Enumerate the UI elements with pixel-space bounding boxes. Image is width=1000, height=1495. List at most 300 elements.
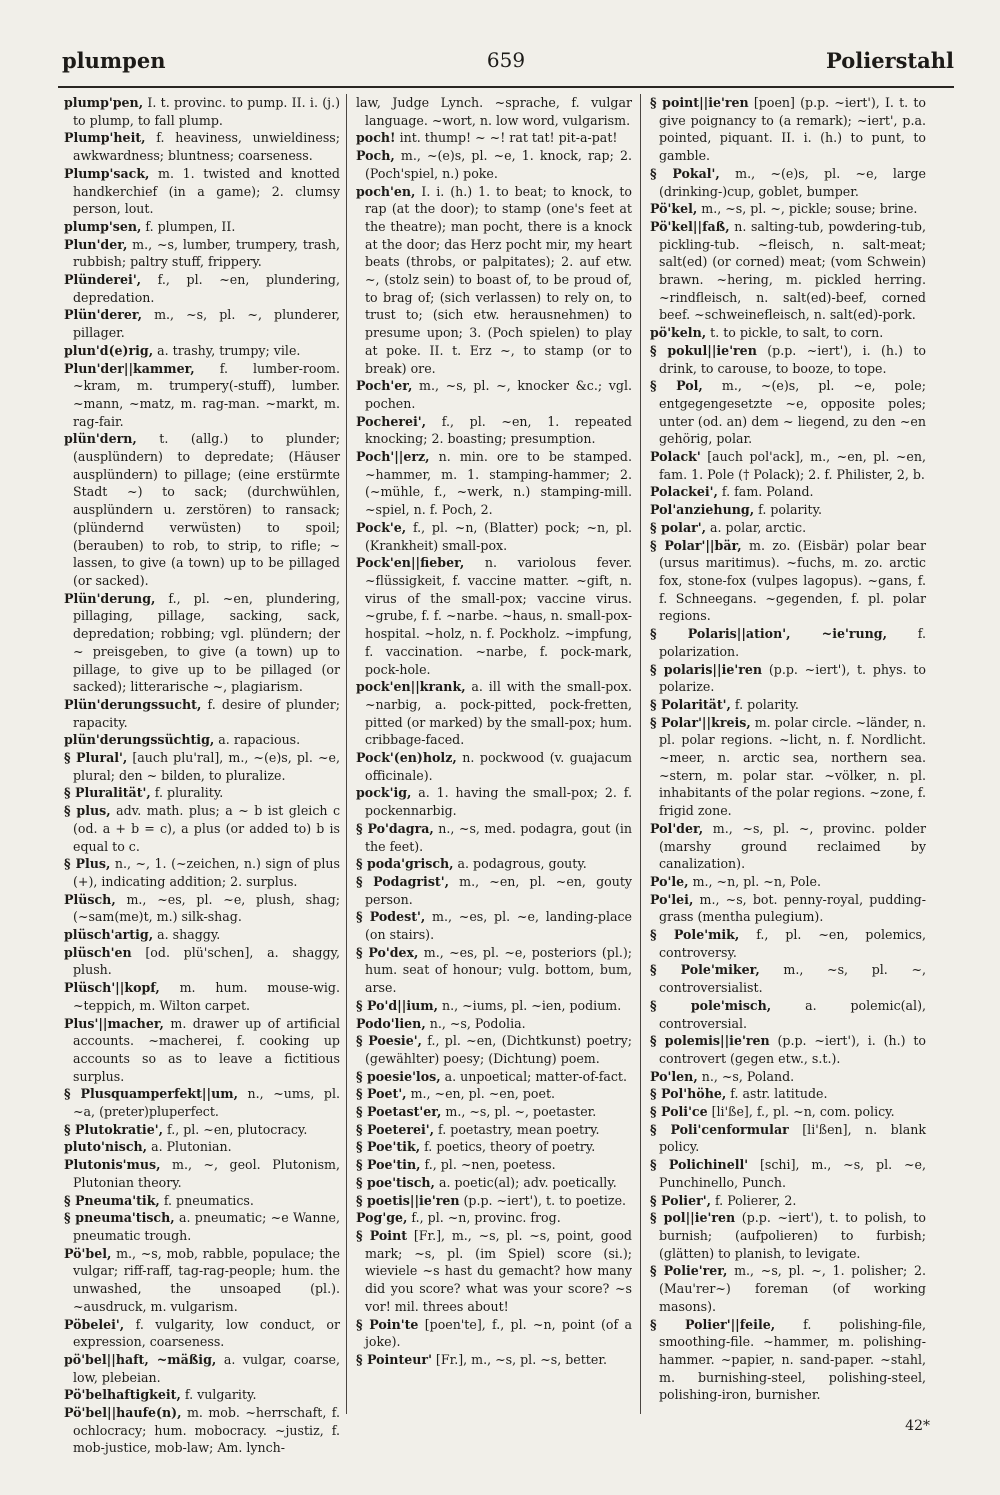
- entry-headword: § plus,: [64, 803, 111, 819]
- entry-definition: [li'ßen], n. blank policy.: [659, 1121, 926, 1155]
- entry-headword: § Po'd||ium,: [356, 997, 438, 1013]
- entry-headword: § Plutokratie',: [64, 1121, 163, 1137]
- entry-definition: m., ~en, pl. ~en, poet.: [406, 1086, 556, 1102]
- entry-headword: Plün'derer,: [64, 307, 142, 323]
- dictionary-entry: [650, 94, 926, 165]
- entry-definition: f. polarity.: [730, 696, 799, 712]
- dictionary-entry: [64, 1316, 340, 1351]
- entry-headword: Polackei',: [650, 484, 718, 500]
- dictionary-entry: [650, 696, 926, 714]
- entry-definition: m. 1. twisted and knotted handkerchief (in a game); 2. clumsy person, lout.: [73, 165, 340, 217]
- dictionary-entry: [64, 306, 340, 341]
- entry-headword: § Poesie',: [356, 1033, 422, 1049]
- entry-definition: int. thump! ~ ~! rat tat! pit-a-pat!: [395, 130, 618, 146]
- dictionary-entry: [650, 1316, 926, 1405]
- dictionary-entry: [650, 165, 926, 200]
- entry-definition: [li'ße], f., pl. ~n, com. policy.: [707, 1104, 895, 1120]
- dictionary-entry: [650, 1209, 926, 1262]
- entry-headword: pö'bel||haft, ~mäßig,: [64, 1351, 217, 1367]
- dictionary-entry: [356, 1103, 632, 1121]
- entry-headword: § Pointeur': [356, 1351, 432, 1367]
- entry-headword: § poda'grisch,: [356, 856, 454, 872]
- dictionary-entry: [64, 784, 340, 802]
- entry-definition: a. rapacious.: [214, 732, 301, 748]
- entry-definition: f., pl. ~n, (Blatter) pock; ~n, pl. (Krankheit) small-pox.: [365, 519, 632, 553]
- dictionary-entry: [356, 1015, 632, 1033]
- entry-definition: (p.p. ~iert'), t. to poetize.: [459, 1192, 627, 1208]
- dictionary-entry: [650, 501, 926, 519]
- dictionary-entry: [356, 448, 632, 519]
- dictionary-entry: [356, 554, 632, 678]
- dictionary-entry: [356, 1085, 632, 1103]
- entry-headword: § pol||ie'ren: [650, 1210, 736, 1226]
- entry-definition: a. podagrous, gouty.: [453, 856, 587, 872]
- dictionary-entry: [650, 820, 926, 873]
- entry-headword: Poch'er,: [356, 378, 413, 394]
- entry-definition: m. drawer up of artificial accounts. ~macherei, f. cooking up accounts so as to leave a fictitious surplus.: [73, 1015, 340, 1084]
- column-divider: [346, 94, 347, 1414]
- dictionary-entry: [650, 1085, 926, 1103]
- entry-headword: § Pol,: [650, 378, 703, 394]
- entry-headword: § Poeterei',: [356, 1121, 435, 1137]
- entry-headword: § Pole'mik,: [650, 927, 740, 943]
- entry-definition: I. t. provinc. to pump. II. i. (j.) to plump, to fall plump.: [73, 95, 340, 128]
- dictionary-entry: [64, 218, 340, 236]
- entry-headword: plün'dern,: [64, 431, 137, 447]
- dictionary-entry: [650, 961, 926, 996]
- entry-headword: § Plusquamperfekt||um,: [64, 1086, 238, 1102]
- dictionary-entry: [650, 1103, 926, 1121]
- entry-definition: n. pockwood (v. guajacum officinale).: [365, 750, 632, 783]
- entry-headword: Poch,: [356, 148, 395, 164]
- dictionary-entry: [356, 1174, 632, 1192]
- dictionary-entry: [650, 1192, 926, 1210]
- entry-headword: Plünderei',: [64, 272, 142, 288]
- entry-definition: m., ~, geol. Plutonism, Plutonian theory.: [73, 1157, 340, 1190]
- entry-headword: § Poetast'er,: [356, 1104, 442, 1120]
- entry-definition: m. hum. mouse-wig. ~teppich, m. Wilton carpet.: [73, 980, 340, 1013]
- entry-headword: § polar',: [650, 519, 706, 535]
- dictionary-entry: [356, 1227, 632, 1316]
- column-1: [64, 94, 341, 1456]
- dictionary-entry: [64, 979, 340, 1014]
- entry-headword: § poesie'los,: [356, 1068, 441, 1084]
- entry-headword: Pöbelei',: [64, 1316, 125, 1332]
- entry-headword: pö'keln,: [650, 325, 707, 341]
- right-running-headword: Polierstahl: [826, 48, 954, 73]
- dictionary-entry: [650, 661, 926, 696]
- entry-definition: a. 1. having the small-pox; 2. f. pockennarbig.: [365, 785, 632, 819]
- entry-headword: § Polar'||kreis,: [650, 714, 751, 730]
- entry-definition: m., ~es, pl. ~e, landing-place (on stairs).: [365, 909, 633, 943]
- entry-definition: I. i. (h.) 1. to beat; to knock, to rap (at the door); to stamp (one's feet at the theatre); man pocht, there is a knock at the door; das Herz pocht mir, my heart beats (throbs, or palpitates); 2. auf etw. ~, (stolz sein) to boast of, to be proud of, to brag of; (sich verlassen) to rely on, to trust to; (sich etw. herausnehmen) to presume upon; 3. (Poch spielen) to play at poke. II. t. Erz ~, to stamp (or to break) ore.: [365, 183, 632, 376]
- entry-headword: Pock'e,: [356, 519, 407, 535]
- entry-headword: § Pol'höhe,: [650, 1086, 727, 1102]
- entry-headword: pluto'nisch,: [64, 1139, 148, 1155]
- entry-headword: § Polarität',: [650, 696, 731, 712]
- entry-headword: § polemis||ie'ren: [650, 1033, 770, 1049]
- entry-definition: m., ~s, pl. ~, knocker &c.; vgl. pochen.: [365, 378, 632, 411]
- entry-headword: § Pluralität',: [64, 785, 151, 801]
- entry-definition: n. salting-tub, powdering-tub, pickling-tub. ~fleisch, n. salt-meat; salt(ed) (or corned) meat; (vom Schwein) brawn. ~hering, m. pickled herring. ~rindfleisch, n. salt(ed)-beef, corned beef. ~schweinefleisch, n. salt(ed)-pork.: [659, 218, 926, 323]
- dictionary-entry: [64, 1209, 340, 1244]
- dictionary-entry: [64, 802, 340, 855]
- dictionary-entry: [64, 1192, 340, 1210]
- entry-definition: m. mob. ~herrschaft, f. ochlocracy; hum. mobocracy. ~justiz, f. mob-justice, mob-law; Am. lynch-: [73, 1405, 340, 1456]
- entry-definition: f. desire of plunder; rapacity.: [73, 696, 340, 730]
- entry-headword: Pog'ge,: [356, 1210, 408, 1226]
- entry-definition: n., ~s, med. podagra, gout (in the feet).: [365, 820, 632, 854]
- entry-definition: f., pl. ~en, polemics, controversy.: [659, 927, 927, 960]
- dictionary-entry: [64, 944, 340, 979]
- entry-definition: a. poetic(al); adv. poetically.: [434, 1174, 617, 1190]
- entry-headword: plump'pen,: [64, 95, 144, 110]
- entry-definition: [poen'te], f., pl. ~n, point (of a joke).: [365, 1316, 632, 1350]
- entry-headword: § Polar'||bär,: [650, 537, 742, 553]
- entry-headword: Po'le,: [650, 873, 689, 889]
- entry-definition: a. polar, arctic.: [706, 519, 807, 535]
- entry-definition: adv. math. plus; a ~ b ist gleich c (od. a + b = c), a plus (or added to) b is equal to c.: [73, 803, 340, 854]
- entry-definition: (p.p. ~iert'), i. (h.) to controvert (gegen etw., s.t.).: [659, 1033, 926, 1066]
- entry-headword: § Polier',: [650, 1192, 711, 1208]
- dictionary-entry: [650, 891, 926, 926]
- entry-definition: f. plurality.: [150, 785, 224, 801]
- dictionary-entry: [64, 271, 340, 306]
- entry-headword: Pol'der,: [650, 820, 704, 836]
- column-3: [650, 94, 926, 1412]
- entry-definition: [od. plü'schen], a. shaggy, plush.: [73, 944, 340, 978]
- page-header: [58, 48, 954, 88]
- entry-headword: § Poe'tik,: [356, 1139, 421, 1155]
- entry-definition: (p.p. ~iert'), t. phys. to polarize.: [659, 661, 927, 695]
- dictionary-entry: [356, 997, 632, 1015]
- entry-definition: f. Polierer, 2.: [710, 1192, 797, 1208]
- entry-headword: § polaris||ie'ren: [650, 661, 763, 677]
- entry-headword: Po'len,: [650, 1068, 698, 1084]
- entry-definition: m., ~s, bot. penny-royal, pudding-grass (mentha pulegium).: [659, 891, 926, 925]
- entry-headword: plüsch'artig,: [64, 927, 154, 943]
- entry-definition: f. pneumatics.: [159, 1192, 254, 1208]
- dictionary-entry: [650, 1156, 926, 1191]
- dictionary-entry: [650, 218, 926, 324]
- entry-headword: § Pole'miker,: [650, 962, 760, 978]
- entry-definition: (p.p. ~iert'), i. (h.) to drink, to carouse, to booze, to tope.: [659, 342, 926, 376]
- dictionary-entry: [64, 749, 340, 784]
- dictionary-entry: [356, 1121, 632, 1139]
- dictionary-entry: [650, 342, 926, 377]
- dictionary-entry: [356, 873, 632, 908]
- entry-headword: § Po'dex,: [356, 944, 419, 960]
- entry-definition: (p.p. ~iert'), t. to polish, to burnish; (aufpolieren) to furbish; (glätten) to planish, to levigate.: [659, 1210, 926, 1261]
- dictionary-entry: [650, 1032, 926, 1067]
- entry-headword: plump'sen,: [64, 218, 142, 234]
- entry-definition: f., pl. ~n, provinc. frog.: [407, 1210, 561, 1226]
- dictionary-entry: [356, 183, 632, 378]
- entry-definition: a. pneumatic; ~e Wanne, pneumatic trough.: [73, 1210, 341, 1243]
- dictionary-entry: [356, 129, 632, 147]
- dictionary-entry: [650, 625, 926, 660]
- dictionary-entry: [650, 200, 926, 218]
- entry-headword: Pö'bel,: [64, 1245, 112, 1261]
- dictionary-entry: [356, 413, 632, 448]
- entry-headword: plün'derungssüchtig,: [64, 732, 215, 748]
- entry-headword: Plüsch,: [64, 891, 116, 907]
- entry-definition: f., pl. ~en, plundering, pillaging, pillage, sacking, sack, depredation; robbing; vgl. plündern; der ~ preisgeben, to give (a town) up to pillage, to give up to be pillaged (or sacked); litterarische ~, plagiarism.: [73, 590, 340, 695]
- entry-definition: a. trashy, trumpy; vile.: [153, 342, 301, 358]
- entry-headword: Pö'kel||faß,: [650, 218, 730, 234]
- entry-definition: t. (allg.) to plunder; (ausplündern) to depredate; (Häuser ausplündern) to pillage; (eine erstürmte Stadt ~) to sack; (durchwühlen, ausplündern u. zerstören) to ransack; (plündernd verwüsten) to spoil; (berauben) to rob, to strip, to rifle; ~ lassen, to give (a town) up to be pillaged (or sacked).: [73, 431, 340, 588]
- entry-definition: f. vulgarity, low conduct, or expression, coarseness.: [73, 1316, 340, 1350]
- entry-definition: m., ~s, lumber, trumpery, trash, rubbish; paltry stuff, frippery.: [73, 236, 340, 270]
- entry-definition: f. astr. latitude.: [726, 1086, 828, 1102]
- entry-headword: Plun'der,: [64, 236, 128, 252]
- dictionary-entry: [64, 926, 340, 944]
- entry-definition: a. shaggy.: [153, 927, 221, 943]
- dictionary-entry: [64, 1121, 340, 1139]
- entry-definition: f., pl. ~en, plutocracy.: [162, 1121, 308, 1137]
- entry-definition: m., ~es, pl. ~e, plush, shag; (~sam(me)t, m.) silk-shag.: [73, 891, 340, 925]
- entry-definition: n. variolous fever. ~flüssigkeit, f. vaccine matter. ~gift, n. virus of the small-pox; vaccine virus. ~grube, f. f. ~narbe. ~haus, n. small-pox-hospital. ~holz, n. f. Pockholz. ~impfung, f. vaccination. ~narbe, f. pock-mark, pock-hole.: [365, 555, 632, 677]
- dictionary-entry: [356, 855, 632, 873]
- entry-headword: Pö'bel||haufe(n),: [64, 1405, 182, 1421]
- entry-definition: t. to pickle, to salt, to corn.: [706, 325, 884, 341]
- entry-definition: m., ~(e)s, pl. ~e, large (drinking-)cup, goblet, bumper.: [659, 165, 926, 199]
- entry-definition: m., ~s, pl. ~, pickle; souse; brine.: [697, 201, 918, 217]
- entry-definition: f., pl. ~en, (Dichtkunst) poetry; (gewählter) poesy; (Dichtung) poem.: [365, 1033, 632, 1066]
- entry-headword: Pocherei',: [356, 413, 427, 429]
- entry-headword: Pock'(en)holz,: [356, 750, 457, 766]
- dictionary-entry: [650, 1121, 926, 1156]
- dictionary-entry: [356, 1138, 632, 1156]
- dictionary-entry: [650, 714, 926, 820]
- entry-headword: Po'lei,: [650, 891, 694, 907]
- entry-definition: n., ~s, Podolia.: [425, 1015, 526, 1031]
- entry-headword: § poetis||ie'ren: [356, 1192, 460, 1208]
- entry-definition: a. ill with the small-pox. ~narbig, a. pock-pitted, pock-fretten, pitted (or marked) by the small-pox; hum. cribbage-faced.: [365, 679, 632, 748]
- entry-definition: [auch pol'ack], m., ~en, pl. ~en, fam. 1. Pole († Polack); 2. f. Philister, 2, b.: [659, 449, 926, 482]
- entry-definition: n. min. ore to be stamped. ~hammer, m. 1. stamping-hammer; 2. (~mühle, f., ~werk, n.) stamping-mill. ~spiel, n. f. Poch, 2.: [365, 449, 632, 518]
- dictionary-entry: [650, 1068, 926, 1086]
- dictionary-entry: [650, 448, 926, 483]
- entry-definition: f. vulgarity.: [180, 1387, 257, 1403]
- dictionary-entry: [356, 678, 632, 749]
- entry-headword: § Polie'rer,: [650, 1263, 728, 1279]
- entry-definition: f. heaviness, unwieldiness; awkwardness; bluntness; coarseness.: [73, 130, 340, 164]
- dictionary-entry: [64, 855, 340, 890]
- entry-headword: pock'ig,: [356, 785, 412, 801]
- entry-definition: m., ~s, pl. ~, controversialist.: [659, 962, 926, 996]
- entry-definition: f., pl. ~en, 1. repeated knocking; 2. boasting; presumption.: [365, 413, 632, 447]
- entry-headword: Pock'en||fieber,: [356, 555, 465, 571]
- dictionary-entry: [64, 360, 340, 431]
- entry-headword: Poch'||erz,: [356, 449, 430, 465]
- entry-headword: Plün'derungssucht,: [64, 696, 202, 712]
- dictionary-entry: [356, 1032, 632, 1067]
- column-2: [356, 94, 632, 1412]
- dictionary-entry: [64, 430, 340, 589]
- entry-headword: Pö'kel,: [650, 201, 698, 217]
- entry-definition: f., pl. ~nen, poetess.: [420, 1157, 556, 1173]
- dictionary-entry: [650, 483, 926, 501]
- entry-headword: plüsch'en: [64, 944, 132, 960]
- dictionary-entry: [356, 749, 632, 784]
- entry-headword: § Poet',: [356, 1086, 407, 1102]
- page-number: 659: [486, 48, 526, 72]
- dictionary-entry: [356, 1209, 632, 1227]
- entry-headword: § pneuma'tisch,: [64, 1210, 175, 1226]
- entry-headword: § pole'misch,: [650, 997, 772, 1013]
- entry-headword: Plüsch'||kopf,: [64, 980, 160, 996]
- dictionary-entry: [64, 1386, 340, 1404]
- dictionary-entry: [64, 165, 340, 218]
- dictionary-entry: [650, 324, 926, 342]
- dictionary-entry: [64, 891, 340, 926]
- dictionary-entry: [64, 129, 340, 164]
- entry-headword: § Point: [356, 1228, 408, 1243]
- dictionary-entry: [650, 519, 926, 537]
- dictionary-entry: [356, 908, 632, 943]
- entry-headword: § Polaris||ation', ~ie'rung,: [650, 626, 887, 642]
- entry-headword: § Plural',: [64, 750, 128, 766]
- entry-definition: f., pl. ~en, plundering, depredation.: [73, 272, 340, 305]
- entry-definition: m., ~en, pl. ~en, gouty person.: [365, 873, 632, 907]
- dictionary-entry: [356, 944, 632, 997]
- entry-headword: pock'en||krank,: [356, 679, 466, 695]
- dictionary-entry: [356, 1192, 632, 1210]
- entry-headword: Plun'der||kammer,: [64, 360, 195, 376]
- dictionary-entry: [356, 94, 632, 129]
- entry-definition: [auch plu'ral], m., ~(e)s, pl. ~e, plural; den ~ bilden, to pluralize.: [73, 750, 341, 783]
- entry-headword: Plutonis'mus,: [64, 1157, 161, 1173]
- dictionary-entry: [650, 1262, 926, 1315]
- dictionary-entry: [356, 784, 632, 819]
- entry-headword: poch'en,: [356, 183, 416, 199]
- entry-definition: m., ~s, pl. ~, provinc. polder (marshy ground reclaimed by canalization).: [659, 820, 926, 872]
- dictionary-entry: [64, 94, 340, 129]
- dictionary-entry: [356, 377, 632, 412]
- dictionary-entry: [650, 377, 926, 448]
- entry-headword: § pokul||ie'ren: [650, 342, 757, 358]
- dictionary-entry: [356, 1156, 632, 1174]
- entry-headword: § Pneuma'tik,: [64, 1192, 160, 1208]
- entry-definition: [Fr.], m., ~s, pl. ~s, point, good mark; ~s, pl. (im Spiel) score (si.); wieviele ~s hast du gemacht? how many did you score? what was your score? ~s vor! mil. threes about!: [365, 1228, 632, 1314]
- entry-definition: n., ~, 1. (~zeichen, n.) sign of plus (+), indicating addition; 2. surplus.: [73, 856, 340, 889]
- dictionary-entry: [650, 537, 926, 626]
- entry-definition: a. polemic(al), controversial.: [659, 997, 926, 1031]
- dictionary-entry: [64, 696, 340, 731]
- entry-definition: m. polar circle. ~länder, n. pl. polar regions. ~licht, n. f. Nordlicht. ~meer, n. arctic sea, northern sea. ~stern, m. polar star. ~völker, n. pl. inhabitants of the polar regions. ~zone, f. frigid zone.: [659, 714, 927, 819]
- entry-headword: Plün'derung,: [64, 590, 156, 606]
- entry-headword: § Podest',: [356, 909, 426, 925]
- entry-headword: poch!: [356, 130, 396, 146]
- entry-definition: f. polarization.: [659, 626, 927, 659]
- entry-headword: § Poe'tin,: [356, 1157, 421, 1173]
- entry-headword: Podo'lien,: [356, 1015, 426, 1031]
- dictionary-entry: [64, 1245, 340, 1316]
- entry-headword: § Podagrist',: [356, 873, 449, 889]
- entry-headword: § Poli'cenformular: [650, 1121, 789, 1137]
- entry-definition: m., ~(e)s, pl. ~e, 1. knock, rap; 2. (Poch'spiel, n.) poke.: [365, 148, 632, 181]
- entry-definition: m., ~s, pl. ~, 1. polisher; 2. (Mau'rer~) foreman (of working masons).: [659, 1263, 926, 1314]
- entry-headword: Plump'heit,: [64, 130, 146, 146]
- entry-definition: m. zo. (Eisbär) polar bear (ursus maritimus). ~fuchs, m. zo. arctic fox, stone-fox (vulpes lagopus). ~gans, f. f. Schneegans. ~gegenden, f. pl. polar regions.: [659, 537, 926, 624]
- entry-headword: § Poli'ce: [650, 1104, 708, 1120]
- entry-headword: Polack': [650, 449, 701, 465]
- entry-headword: § Polichinell': [650, 1157, 749, 1173]
- entry-definition: n., ~s, Poland.: [697, 1068, 795, 1084]
- dictionary-entry: [650, 926, 926, 961]
- dictionary-entry: [650, 873, 926, 891]
- entry-headword: § Pokal',: [650, 165, 720, 181]
- entry-definition: f. polarity.: [754, 502, 823, 518]
- dictionary-entry: [64, 1085, 340, 1120]
- entry-definition: f. poetics, theory of poetry.: [420, 1139, 596, 1155]
- entry-definition: m., ~n, pl. ~n, Pole.: [688, 873, 821, 889]
- dictionary-entry: [650, 997, 926, 1032]
- entry-headword: § Poin'te: [356, 1316, 419, 1332]
- entry-definition: n., ~iums, pl. ~ien, podium.: [437, 997, 622, 1013]
- entry-definition: f. lumber-room. ~kram, m. trumpery(-stuff), lumber. ~mann, ~matz, m. rag-man. ~markt, m. rag-fair.: [73, 360, 340, 429]
- entry-definition: m., ~s, mob, rabble, populace; the vulgar; riff-raff, tag-rag-people; hum. the unwashed, the unsoaped (pl.). ~ausdruck, m. vulgarism.: [73, 1245, 340, 1314]
- entry-headword: Plump'sack,: [64, 165, 150, 181]
- signature-mark: 42*: [905, 1418, 930, 1434]
- entry-headword: § poe'tisch,: [356, 1174, 435, 1190]
- entry-definition: law, Judge Lynch. ~sprache, f. vulgar language. ~wort, n. low word, vulgarism.: [356, 95, 632, 128]
- dictionary-entry: [356, 147, 632, 182]
- entry-definition: [schi], m., ~s, pl. ~e, Punchinello, Punch.: [659, 1157, 926, 1190]
- entry-definition: a. vulgar, coarse, low, plebeian.: [73, 1351, 340, 1385]
- dictionary-entry: [64, 1015, 340, 1086]
- entry-definition: f. fam. Poland.: [717, 484, 814, 500]
- dictionary-entry: [64, 731, 340, 749]
- entry-definition: [poen] (p.p. ~iert'), I. t. to give poignancy to (a remark); ~iert', p.a. pointed, piquant. II. i. (h.) to punt, to gamble.: [659, 95, 926, 164]
- column-divider: [640, 94, 641, 1414]
- entry-definition: m., ~es, pl. ~e, posteriors (pl.); hum. seat of honour; vulg. bottom, bum, arse.: [365, 944, 633, 996]
- entry-definition: f. poetastry, mean poetry.: [434, 1121, 600, 1137]
- entry-definition: a. unpoetical; matter-of-fact.: [440, 1068, 627, 1084]
- entry-definition: m., ~s, pl. ~, plunderer, pillager.: [73, 307, 340, 341]
- dictionary-entry: [64, 236, 340, 271]
- entry-definition: f. polishing-file, smoothing-file. ~hammer, m. polishing-hammer. ~papier, n. sand-paper. ~stahl, m. burnishing-steel, polishing-steel, polishing-iron, burnisher.: [659, 1316, 926, 1403]
- dictionary-entry: [64, 590, 340, 696]
- left-running-headword: plumpen: [62, 48, 166, 73]
- entry-headword: plun'd(e)rig,: [64, 342, 154, 358]
- entry-definition: [Fr.], m., ~s, pl. ~s, better.: [431, 1351, 607, 1367]
- entry-headword: Pol'anziehung,: [650, 502, 755, 518]
- entry-headword: § point||ie'ren: [650, 95, 749, 110]
- entry-headword: § Polier'||feile,: [650, 1316, 776, 1332]
- entry-definition: n., ~ums, pl. ~a, (preter)pluperfect.: [73, 1086, 341, 1120]
- dictionary-entry: [356, 1351, 632, 1369]
- dictionary-entry: [64, 1404, 340, 1457]
- entry-headword: Pö'belhaftigkeit,: [64, 1387, 181, 1403]
- entry-headword: Plus'||macher,: [64, 1015, 164, 1031]
- dictionary-entry: [356, 820, 632, 855]
- dictionary-entry: [356, 1068, 632, 1086]
- entry-definition: m., ~s, pl. ~, poetaster.: [441, 1104, 597, 1120]
- entry-definition: m., ~(e)s, pl. ~e, pole; entgegengesetzte ~e, opposite poles; unter (od. an) dem ~ liegend, zu den ~en gehörig, polar.: [659, 378, 927, 447]
- entry-headword: § Plus,: [64, 856, 111, 872]
- header-rule: [58, 86, 954, 88]
- dictionary-entry: [356, 519, 632, 554]
- entry-definition: f. plumpen, II.: [141, 218, 236, 234]
- dictionary-entry: [64, 1156, 340, 1191]
- dictionary-entry: [64, 342, 340, 360]
- entry-definition: a. Plutonian.: [147, 1139, 232, 1155]
- dictionary-entry: [64, 1138, 340, 1156]
- dictionary-entry: [64, 1351, 340, 1386]
- dictionary-entry: [356, 1316, 632, 1351]
